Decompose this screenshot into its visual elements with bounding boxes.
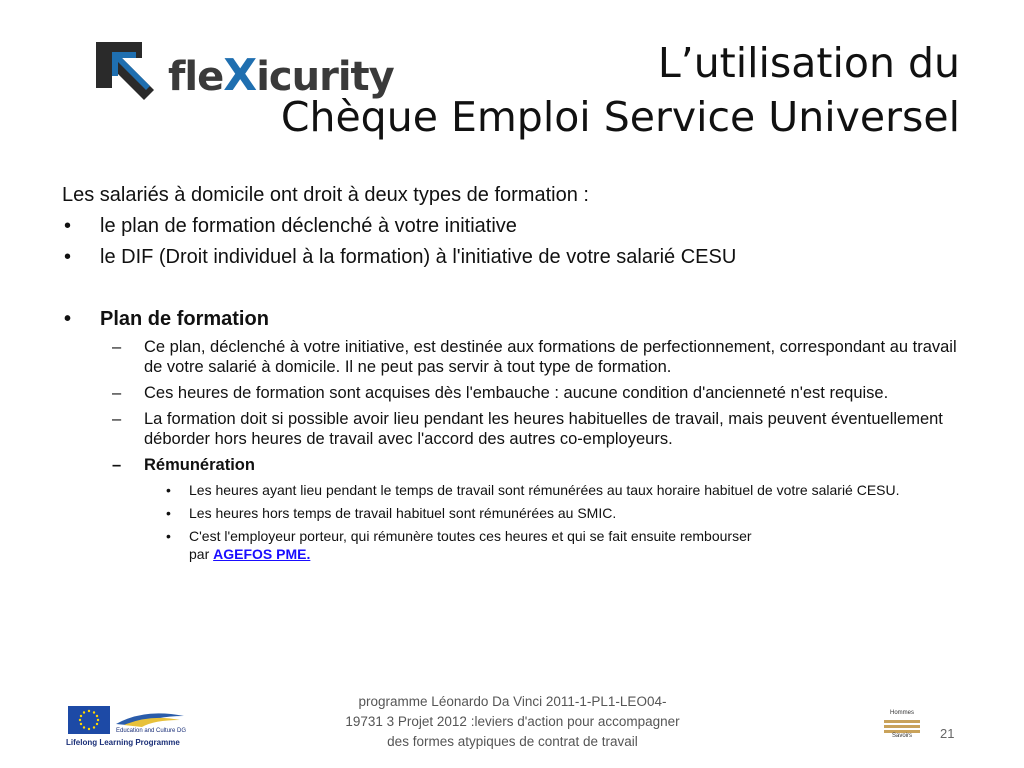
bullet-plan: • le plan de formation déclenché à votre initiative	[62, 211, 967, 242]
slide-title	[281, 36, 960, 144]
bullet-dif: • le DIF (Droit individuel à la formation) à l'initiative de votre salarié CESU	[62, 242, 967, 273]
sub-item-2: – Ces heures de formation sont acquises dès l'embauche : aucune condition d'ancienneté n'est requise.	[62, 383, 967, 403]
intro-text: Les salariés à domicile ont droit à deux types de formation :	[62, 184, 589, 206]
remuneration-heading: – Rémunération	[62, 455, 967, 475]
page-number: 21	[940, 726, 955, 741]
remuneration-item-1: • Les heures ayant lieu pendant le temps de travail sont rémunérées au taux horaire habituel de votre salarié CESU.	[62, 481, 967, 499]
eu-flag-icon	[68, 706, 110, 734]
remuneration-item-3: • C'est l'employeur porteur, qui rémunère toutes ces heures et qui se fait ensuite rembourser par AGEFOS PME.	[62, 527, 967, 563]
sub-item-3: – La formation doit si possible avoir lieu pendant les heures habituelles de travail, mais peuvent éventuellement déborder hors heures de travail avec l'accord des autres co-employeurs.	[62, 409, 967, 449]
eu-caption: Lifelong Learning Programme	[66, 738, 180, 747]
eu-dg-text: Education and Culture DG	[116, 728, 187, 734]
slide-body	[62, 180, 967, 568]
wing-icon	[114, 710, 186, 728]
section-heading: • Plan de formation	[62, 304, 967, 335]
logo-wordmark: fleXicurity	[168, 50, 394, 101]
title-line-1: L’utilisation du	[657, 39, 960, 87]
partner-logo-icon: Hommes Savoirs	[884, 710, 920, 740]
title-line-2: Chèque Emploi Service Universel	[280, 93, 960, 141]
sub-item-1: – Ce plan, déclenché à votre initiative, est destinée aux formations de perfectionnement, correspondant au travail de votre salarié à domicile. Il ne peut pas servir à tout type de formation.	[62, 337, 967, 377]
eu-lifelong-learning-logo	[66, 706, 196, 752]
agefos-link[interactable]: AGEFOS PME.	[213, 546, 311, 562]
footer-program-text: programme Léonardo Da Vinci 2011-1-PL1-LEO04-19731 3 Projet 2012 :leviers d'action pour accompagner des formes atypiques de contrat de travail	[345, 694, 680, 749]
remuneration-item-2: • Les heures hors temps de travail habituel sont rémunérées au SMIC.	[62, 504, 967, 522]
arrow-logo-icon	[92, 36, 164, 102]
